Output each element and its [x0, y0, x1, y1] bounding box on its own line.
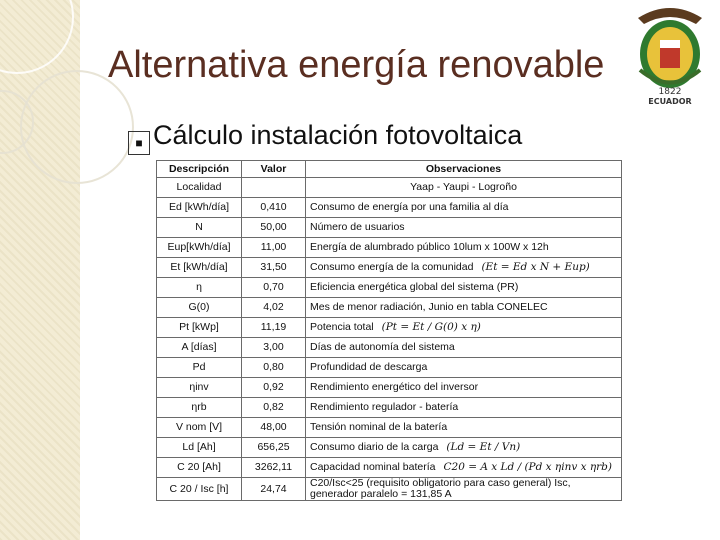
emblem-text: ECUADOR — [648, 97, 692, 106]
cell-description: η — [157, 278, 242, 298]
formula-text: (Pt = Et / G(0) x η) — [381, 321, 481, 333]
cell-observation — [306, 478, 622, 501]
table-row — [157, 278, 622, 298]
cell-observation — [306, 238, 622, 258]
cell-observation — [306, 338, 622, 358]
cell-observation — [306, 378, 622, 398]
cell-description: Eup[kWh/día] — [157, 238, 242, 258]
observation-text: Yaap - Yaupi - Logroño — [410, 181, 517, 193]
cell-description: Localidad — [157, 178, 242, 198]
cell-description: C 20 / Isc [h] — [157, 478, 242, 501]
cell-description: Pt [kWp] — [157, 318, 242, 338]
observation-text: Días de autonomía del sistema — [310, 341, 455, 353]
cell-observation — [306, 318, 622, 338]
column-header: Observaciones — [306, 161, 622, 178]
cell-observation — [306, 198, 622, 218]
table-body — [157, 178, 622, 501]
observation-text: Rendimiento energético del inversor — [310, 381, 479, 393]
column-header: Descripción — [157, 161, 242, 178]
formula-text: (Ld = Et / Vn) — [446, 441, 521, 453]
table-row — [157, 338, 622, 358]
cell-value: 50,00 — [242, 218, 306, 238]
cell-value: 11,00 — [242, 238, 306, 258]
cell-description: C 20 [Ah] — [157, 458, 242, 478]
cell-value: 3262,11 — [242, 458, 306, 478]
cell-observation — [306, 458, 622, 478]
cell-description: Ld [Ah] — [157, 438, 242, 458]
table-row — [157, 378, 622, 398]
formula-text: C20 = A x Ld / (Pd x ηinv x ηrb) — [443, 461, 613, 473]
observation-text: Potencia total — [310, 321, 374, 333]
table-row — [157, 178, 622, 198]
table-row — [157, 298, 622, 318]
decorative-circle — [0, 0, 74, 74]
cell-observation — [306, 258, 622, 278]
bullet-item — [128, 120, 522, 155]
cell-description: Ed [kWh/día] — [157, 198, 242, 218]
cell-observation — [306, 438, 622, 458]
table-row — [157, 238, 622, 258]
cell-observation — [306, 218, 622, 238]
cell-value: 48,00 — [242, 418, 306, 438]
observation-text: Capacidad nominal batería — [310, 461, 436, 473]
cell-description: Pd — [157, 358, 242, 378]
table-row — [157, 478, 622, 501]
cell-value: 31,50 — [242, 258, 306, 278]
cell-description: V nom [V] — [157, 418, 242, 438]
cell-description: ηrb — [157, 398, 242, 418]
slide-title: Alternativa energía renovable — [108, 44, 605, 86]
cell-value: 3,00 — [242, 338, 306, 358]
cell-description: Et [kWh/día] — [157, 258, 242, 278]
table-row — [157, 358, 622, 378]
table-row — [157, 418, 622, 438]
decorative-side-strip — [0, 0, 80, 540]
table-row — [157, 458, 622, 478]
cell-value: 4,02 — [242, 298, 306, 318]
decorative-circle — [20, 70, 134, 184]
emblem-year: 1822 — [658, 87, 682, 97]
cell-observation — [306, 278, 622, 298]
cell-observation — [306, 358, 622, 378]
coat-of-arms-emblem — [620, 0, 720, 110]
cell-value — [242, 178, 306, 198]
cell-description: ηinv — [157, 378, 242, 398]
cell-value: 0,80 — [242, 358, 306, 378]
observation-text: C20/Isc<25 (requisito obligatorio para caso general) Isc, generador paralelo = 131,85 A — [310, 477, 571, 500]
observation-text: Tensión nominal de la batería — [310, 421, 448, 433]
table-row — [157, 198, 622, 218]
observation-text: Energía de alumbrado público 10lum x 100W x 12h — [310, 241, 549, 253]
cell-observation — [306, 398, 622, 418]
cell-value: 0,92 — [242, 378, 306, 398]
bullet-glyph-icon: ■ — [128, 131, 150, 155]
cell-description: N — [157, 218, 242, 238]
cell-value: 24,74 — [242, 478, 306, 501]
table-row — [157, 218, 622, 238]
table-row — [157, 258, 622, 278]
cell-value: 11,19 — [242, 318, 306, 338]
observation-text: Profundidad de descarga — [310, 361, 428, 373]
cell-description: A [días] — [157, 338, 242, 358]
cell-value: 656,25 — [242, 438, 306, 458]
cell-observation — [306, 298, 622, 318]
column-header: Valor — [242, 161, 306, 178]
table-row — [157, 318, 622, 338]
observation-text: Eficiencia energética global del sistema (PR) — [310, 281, 519, 293]
cell-value: 0,82 — [242, 398, 306, 418]
table-header-row — [157, 161, 622, 178]
cell-observation — [306, 418, 622, 438]
observation-text: Consumo de energía por una familia al día — [310, 201, 509, 213]
observation-text: Consumo diario de la carga — [310, 441, 439, 453]
cell-description: G(0) — [157, 298, 242, 318]
observation-text: Número de usuarios — [310, 221, 405, 233]
cell-observation — [306, 178, 622, 198]
cell-value: 0,410 — [242, 198, 306, 218]
calculation-table — [156, 160, 622, 501]
observation-text: Mes de menor radiación, Junio en tabla CONELEC — [310, 301, 548, 313]
table-row — [157, 438, 622, 458]
formula-text: (Et = Ed x N + Eup) — [481, 261, 590, 273]
table-row — [157, 398, 622, 418]
bullet-text: Cálculo instalación fotovoltaica — [153, 120, 523, 150]
observation-text: Rendimiento regulador - batería — [310, 401, 459, 413]
cell-value: 0,70 — [242, 278, 306, 298]
observation-text: Consumo energía de la comunidad — [310, 261, 474, 273]
